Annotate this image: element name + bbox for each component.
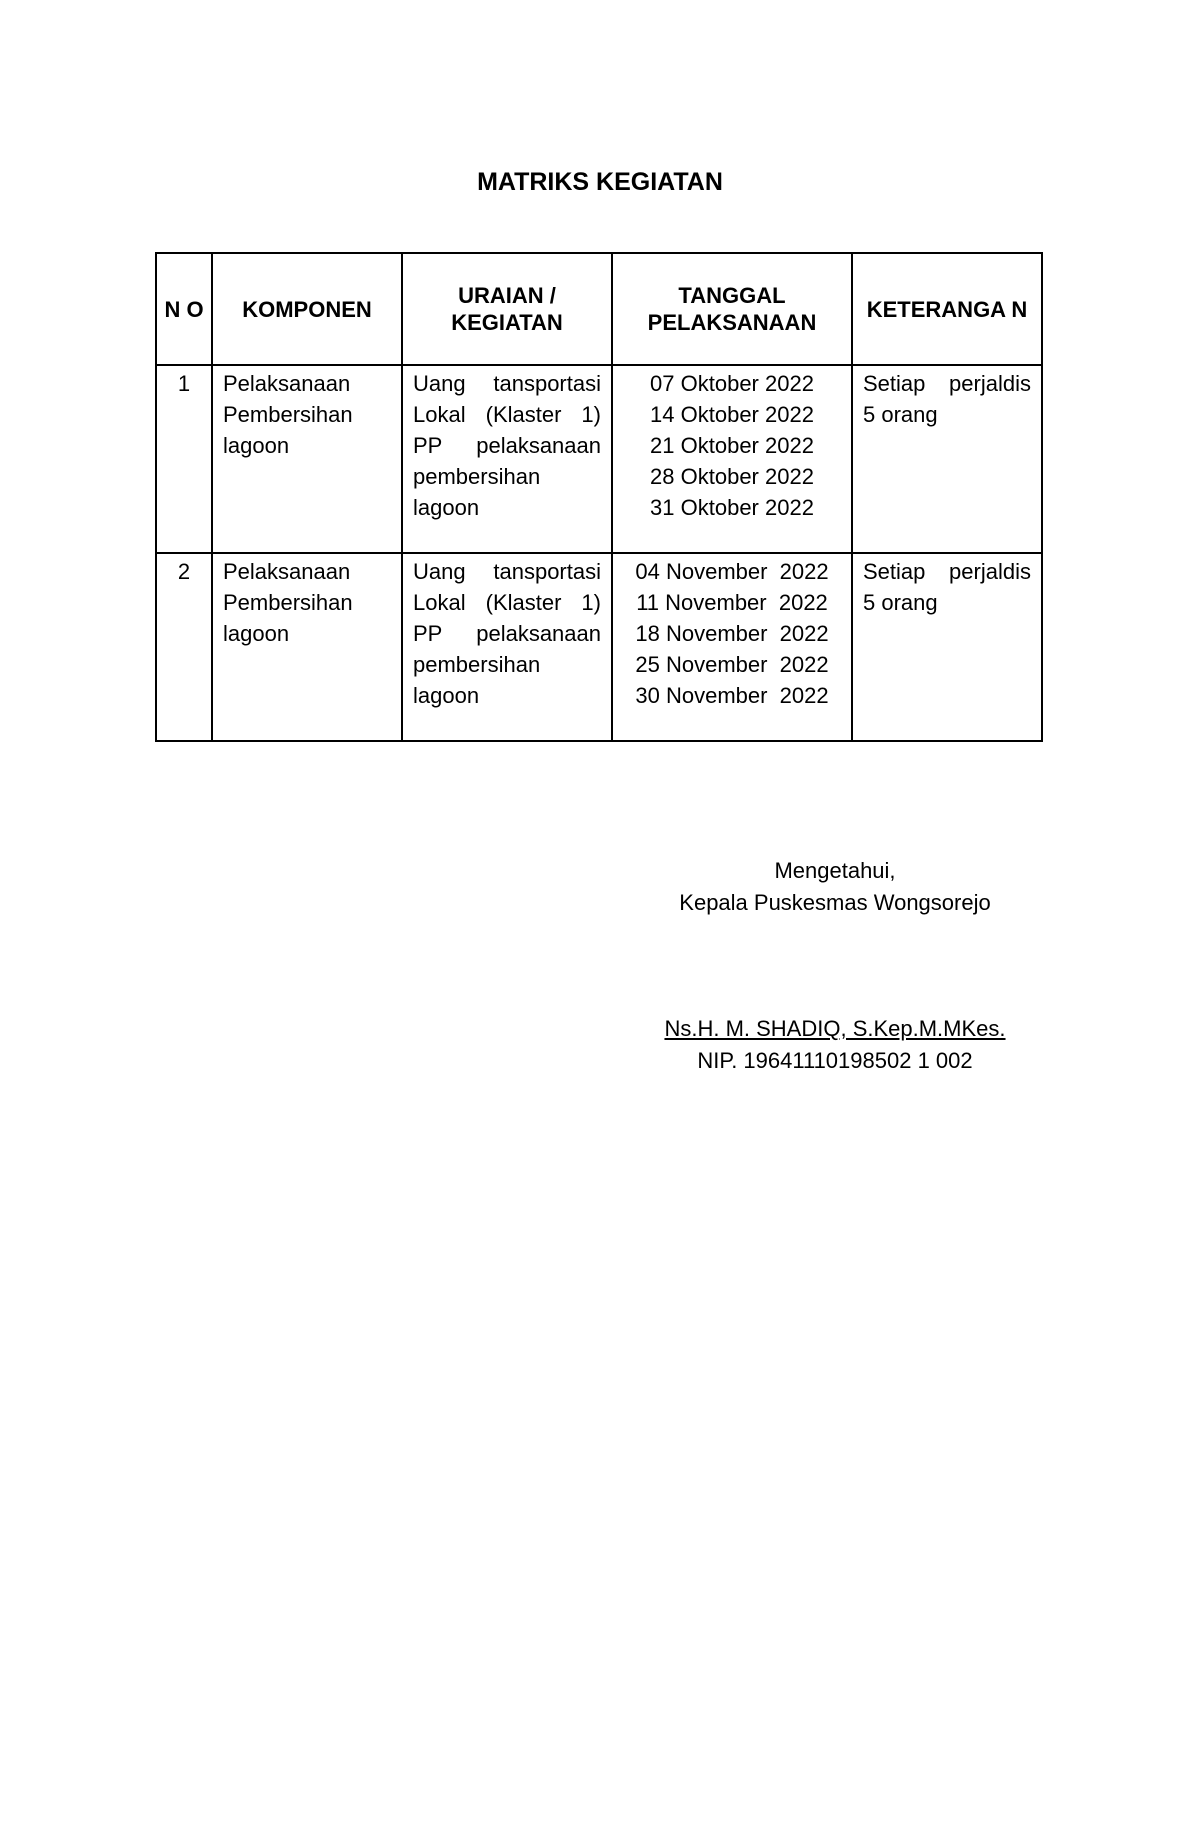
signatory-name: Ns.H. M. SHADIQ, S.Kep.M.MKes. — [664, 1016, 1006, 1041]
date-item: 07 Oktober 2022 — [650, 371, 814, 396]
date-item: 25 November 2022 — [635, 652, 829, 677]
row-tanggal — [612, 553, 852, 741]
header-keterangan: KETERANGA N — [852, 253, 1042, 365]
date-item: 04 November 2022 — [635, 559, 829, 584]
signatory-nip: NIP. 19641110198502 1 002 — [697, 1048, 973, 1073]
date-item: 11 November 2022 — [636, 590, 828, 615]
signature-acknowledgement — [640, 855, 1030, 919]
header-no: N O — [156, 253, 212, 365]
date-item: 18 November 2022 — [635, 621, 829, 646]
header-uraian: URAIAN / KEGIATAN — [402, 253, 612, 365]
page-title: MATRIKS KEGIATAN — [477, 168, 723, 196]
acknowledged-label: Mengetahui, — [774, 858, 896, 883]
date-item: 31 Oktober 2022 — [650, 495, 814, 520]
signatory-position: Kepala Puskesmas Wongsorejo — [679, 890, 991, 915]
row-komponen: Pelaksanaan Pembersihan lagoon — [212, 365, 402, 553]
header-tanggal: TANGGAL PELAKSANAAN — [612, 253, 852, 365]
table-row — [156, 553, 1042, 741]
table-row — [156, 365, 1042, 553]
date-item: 30 November 2022 — [635, 683, 829, 708]
signatory-block — [640, 1013, 1030, 1077]
row-tanggal — [612, 365, 852, 553]
table-header-row — [156, 253, 1042, 365]
date-item: 14 Oktober 2022 — [650, 402, 814, 427]
row-number: 2 — [156, 553, 212, 741]
date-item: 28 Oktober 2022 — [650, 464, 814, 489]
row-uraian: Uang tansportasi Lokal (Klaster 1) PP pelaksanaan pembersihan lagoon — [402, 553, 612, 741]
row-komponen: Pelaksanaan Pembersihan lagoon — [212, 553, 402, 741]
row-keterangan: Setiap perjaldis 5 orang — [852, 553, 1042, 741]
header-komponen: KOMPONEN — [212, 253, 402, 365]
row-keterangan: Setiap perjaldis 5 orang — [852, 365, 1042, 553]
row-number: 1 — [156, 365, 212, 553]
activity-matrix-table — [155, 252, 1043, 742]
date-item: 21 Oktober 2022 — [650, 433, 814, 458]
row-uraian: Uang tansportasi Lokal (Klaster 1) PP pelaksanaan pembersihan lagoon — [402, 365, 612, 553]
